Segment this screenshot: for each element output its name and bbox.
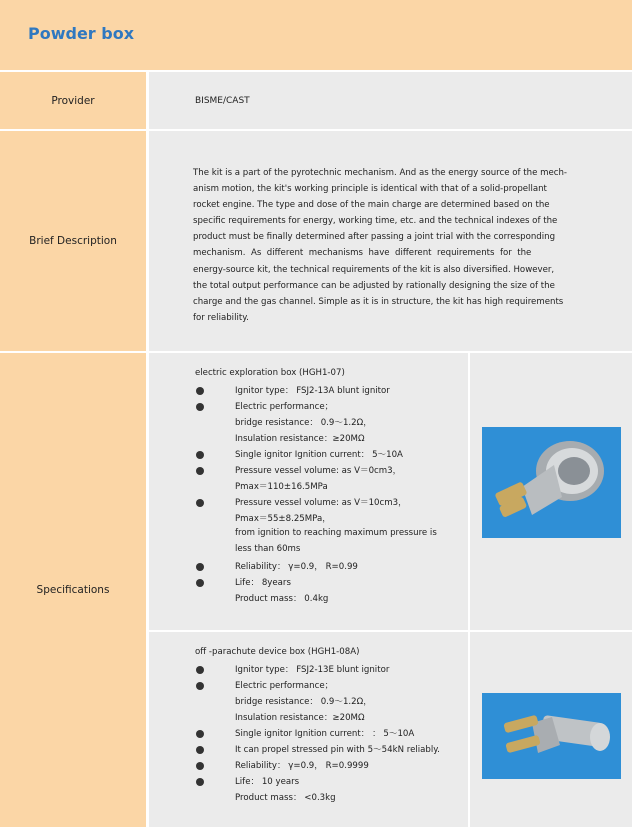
provider-cell xyxy=(149,72,632,129)
spec-item-1 xyxy=(149,353,468,630)
spec-line: Single ignitor Ignition current： 5～10A xyxy=(235,450,403,460)
spec-line: bridge resistance： 0.9～1.2Ω， xyxy=(235,418,372,428)
specifications-label: Specifications xyxy=(0,353,146,827)
spec-line: Insulation resistance：≥20MΩ xyxy=(235,713,365,723)
description-line: mechanism. As different mechanisms have different requirements for the xyxy=(193,248,532,259)
brief-label: Brief Description xyxy=(0,131,146,351)
spec-line: Insulation resistance：≥20MΩ xyxy=(235,434,365,444)
bullet-icon xyxy=(196,499,204,507)
bullet-icon xyxy=(196,730,204,738)
spec-item-title: off -parachute device box (HGH1-08A) xyxy=(195,647,360,657)
spec-line: Pressure vessel volume: as V＝0cm3， xyxy=(235,466,402,476)
spec-line: from ignition to reaching maximum pressure is xyxy=(235,528,437,538)
provider-value: BISME/CAST xyxy=(195,95,250,106)
spec-line: Reliability： γ=0.9， R=0.99 xyxy=(235,562,358,572)
bullet-icon xyxy=(196,778,204,786)
spec-line: Pmax＝55±8.25MPa， xyxy=(235,514,331,524)
description-line: rocket engine. The type and dose of the main charge are determined based on the xyxy=(193,200,550,211)
spec-line: Product mass： <0.3kg xyxy=(235,793,336,803)
bullet-icon xyxy=(196,451,204,459)
spec-item-2 xyxy=(149,632,468,827)
product-photo xyxy=(482,693,621,779)
spec-line: Reliability： γ=0.9， R=0.9999 xyxy=(235,761,369,771)
spec-line: Ignitor type： FSJ2-13E blunt ignitor xyxy=(235,665,390,675)
spec-line: Single ignitor Ignition current： ： 5～10A xyxy=(235,729,415,739)
description-line: for reliability. xyxy=(193,312,249,323)
spec-line: Electric performance； xyxy=(235,402,334,412)
description-line: charge and the gas channel. Simple as it is in structure, the kit has high requirements xyxy=(193,296,564,307)
brief-description xyxy=(193,165,586,326)
bullet-icon xyxy=(196,563,204,571)
description-line: the total output performance can be adjusted by rationally designing the size of the xyxy=(193,280,555,291)
bullet-icon xyxy=(196,666,204,674)
description-line: anism motion, the kit's working principle is identical with that of a solid-propellant xyxy=(193,184,547,195)
spec-line: Pressure vessel volume: as V＝10cm3， xyxy=(235,498,407,508)
spec-item-2-image-cell xyxy=(470,632,632,827)
provider-label: Provider xyxy=(0,72,146,129)
spec-line: Life： 10 years xyxy=(235,777,300,787)
spec-item-1-image-cell xyxy=(470,353,632,630)
brief-row xyxy=(0,131,632,351)
bullet-icon xyxy=(196,467,204,475)
page-header xyxy=(0,0,632,70)
specifications-row xyxy=(0,353,632,827)
spec-item-title: electric exploration box (HGH1-07) xyxy=(195,368,345,378)
description-line: product must be finally determined after passing a joint trial with the corresponding xyxy=(193,232,556,243)
description-line: specific requirements for energy, working time, etc. and the technical indexes of the xyxy=(193,216,558,227)
spec-line: Product mass： 0.4kg xyxy=(235,594,329,604)
bullet-icon xyxy=(196,403,204,411)
bullet-icon xyxy=(196,387,204,395)
spec-line: Ignitor type： FSJ2-13A blunt ignitor xyxy=(235,386,390,396)
bullet-icon xyxy=(196,762,204,770)
page-title: Powder box xyxy=(28,24,135,43)
product-photo xyxy=(482,427,621,538)
description-line: The kit is a part of the pyrotechnic mechanism. And as the energy source of the mech- xyxy=(193,168,568,178)
spec-line: Pmax＝110±16.5MPa xyxy=(235,482,328,492)
bullet-icon xyxy=(196,746,204,754)
spec-line: Electric performance； xyxy=(235,681,334,691)
brief-cell xyxy=(149,131,632,351)
spec-line: less than 60ms xyxy=(235,544,301,554)
spec-line: bridge resistance： 0.9～1.2Ω， xyxy=(235,697,372,707)
spec-line: It can propel stressed pin with 5～54kN reliably. xyxy=(235,745,440,755)
spec-line: Life： 8years xyxy=(235,578,291,588)
bullet-icon xyxy=(196,579,204,587)
provider-row xyxy=(0,72,632,129)
description-line: energy-source kit, the technical requirements of the kit is also diversified. However, xyxy=(193,264,555,275)
bullet-icon xyxy=(196,682,204,690)
